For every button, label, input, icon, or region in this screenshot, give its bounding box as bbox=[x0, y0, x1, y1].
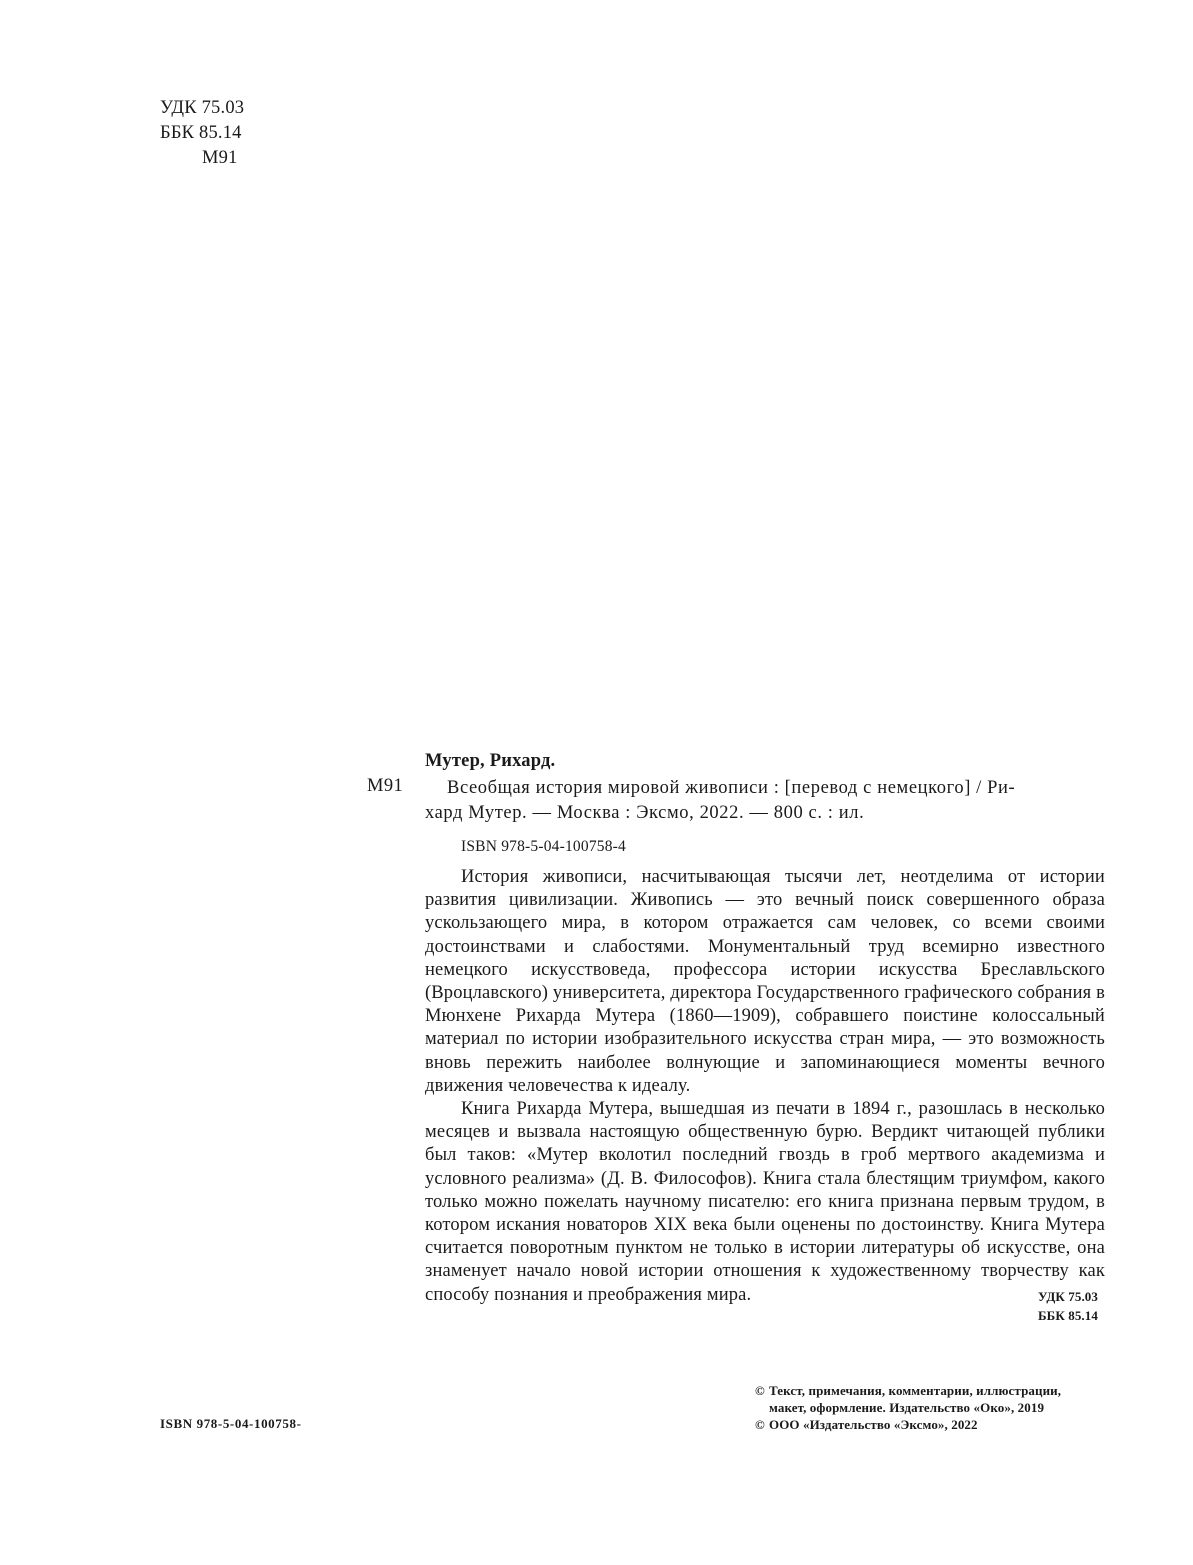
copyright-line: Текст, примечания, комментарии, иллюстрации, bbox=[769, 1383, 1062, 1398]
abstract bbox=[425, 866, 1105, 1307]
catalog-author: Мутер, Рихард. bbox=[425, 751, 556, 771]
catalog-description-line: хард Мутер. — Москва : Эксмо, 2022. — 800 с. : ил. bbox=[425, 803, 865, 823]
classification-block-bottom bbox=[1038, 1287, 1098, 1325]
udk-code: УДК 75.03 bbox=[160, 98, 245, 118]
isbn-bottom: ISBN 978-5-04-100758- bbox=[160, 1416, 302, 1431]
copyright-block bbox=[755, 1382, 1061, 1433]
abstract-paragraph: История живописи, насчитывающая тысячи лет, неотделима от истории развития цивилизации. Живопись — это вечный поиск совершенного образа ускользающего мира, в котором отражается сам человек, со всеми своими достоинствами и слабостями. Монументальный труд всемирно известного немецкого искусствоведа, профессора истории искусства Бреславльского (Вроцлавского) университета, директора Государственного графического собрания в Мюнхене Рихарда Мутера (1860—1909), собравшего поистине колоссальный материал по истории изобразительного искусства стран мира, — это возможность вновь пережить наиболее волнующие и запоминающиеся моменты вечного движения человечества к идеалу. bbox=[425, 867, 1105, 1096]
udk-code: УДК 75.03 bbox=[1038, 1289, 1098, 1304]
author-mark: М91 bbox=[202, 148, 238, 168]
abstract-paragraph: Книга Рихарда Мутера, вышедшая из печати в 1894 г., разошлась в несколько месяцев и вызвала настоящую общественную бурю. Вердикт читающей публики был таков: «Мутер вколотил последний гвоздь в гроб мертвого академизма и условного реализма» (Д. В. Философов). Книга стала блестящим триумфом, какого только можно пожелать научному писателю: его книга признана первым трудом, в котором искания новаторов XIX века были оценены по достоинству. Книга Мутера считается поворотным пунктом не только в истории литературы об искусстве, она знаменует начало новой истории отношения к художественному творчеству как способу познания и преображения мира. bbox=[425, 1099, 1105, 1305]
copyright-line: ООО «Издательство «Эксмо», 2022 bbox=[769, 1417, 978, 1432]
copyright-line: макет, оформление. Издательство «Око», 2019 bbox=[769, 1400, 1045, 1415]
catalog-description bbox=[425, 776, 1105, 826]
catalog-description-line: Всеобщая история мировой живописи : [перевод с немецкого] / Ри- bbox=[447, 778, 1016, 798]
catalog-author-mark: М91 bbox=[367, 776, 404, 796]
catalog-isbn: ISBN 978-5-04-100758-4 bbox=[461, 838, 626, 855]
copyright-icon: © bbox=[755, 1417, 765, 1432]
bbk-code: ББК 85.14 bbox=[160, 123, 242, 143]
bbk-code: ББК 85.14 bbox=[1037, 1308, 1098, 1323]
classification-block-top bbox=[160, 96, 244, 171]
copyright-icon: © bbox=[755, 1383, 765, 1398]
